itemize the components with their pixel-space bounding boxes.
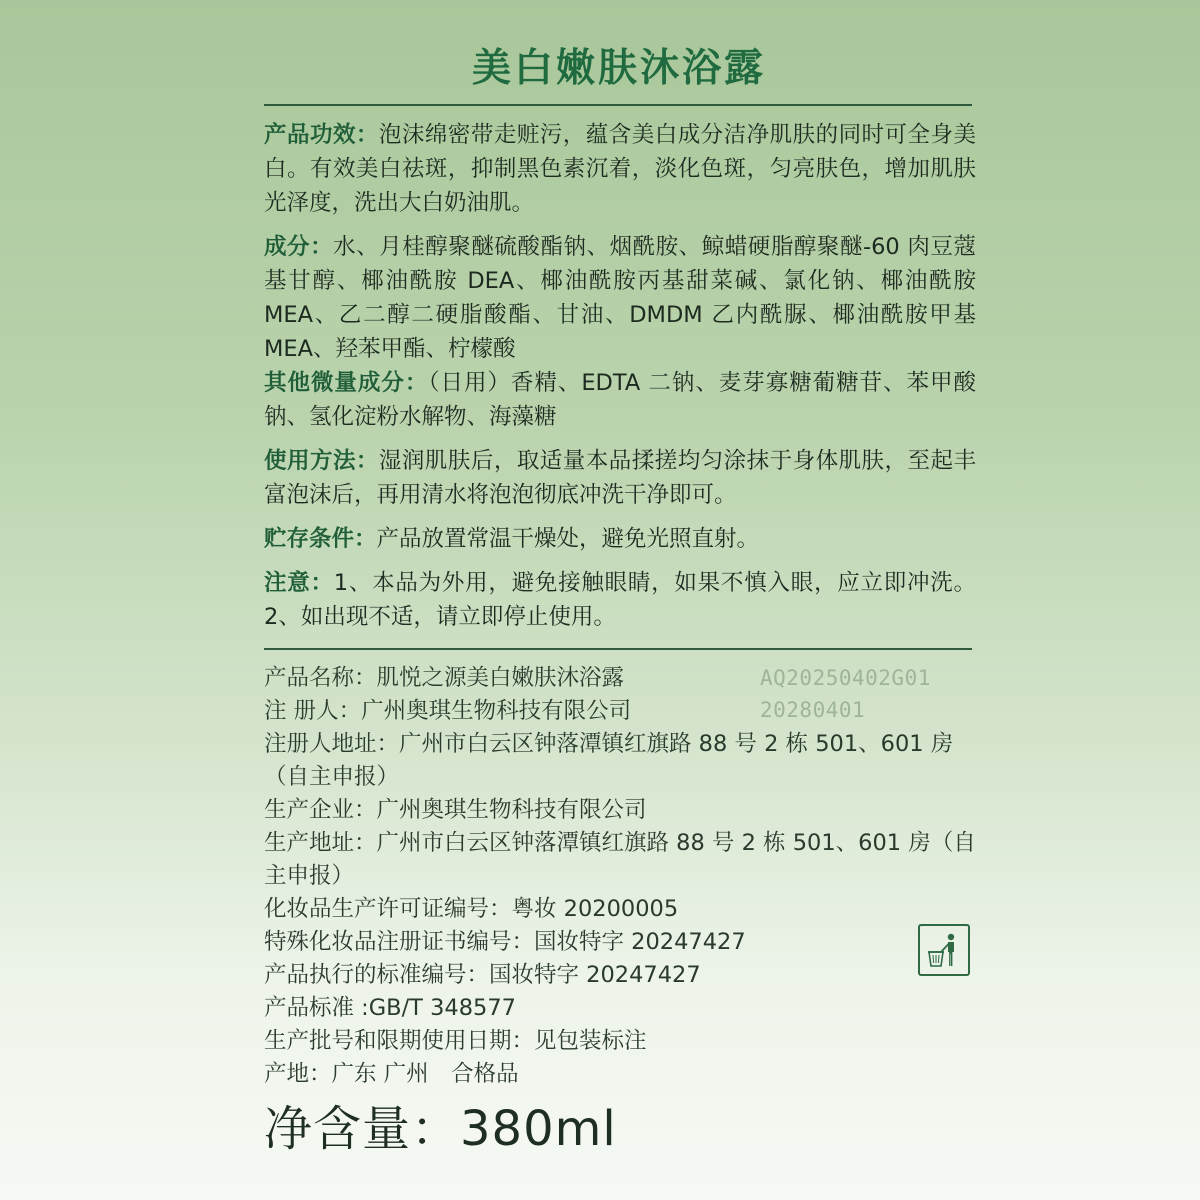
efficacy-label: 产品功效： [264,122,379,148]
ingredients-text: 水、月桂醇聚醚硫酸酯钠、烟酰胺、鲸蜡硬脂醇聚醚-60 肉豆蔻基甘醇、椰油酰胺 DEA、椰油酰胺丙基甜菜碱、氯化钠、椰油酰胺 MEA、乙二醇二硬脂酸酯、甘油、DMDM 乙内酰脲、椰油酰胺甲基 MEA、羟苯甲酯、柠檬酸 [264,234,976,362]
product-title: 美白嫩肤沐浴露 [471,46,766,91]
ingredients-paragraph [264,230,976,366]
caution-label: 注意： [264,570,334,596]
trace-ingredients-label: 其他微量成分： [264,370,429,396]
registrant-address-line: 注册人地址：广州市白云区钟落潭镇红旗路 88 号 2 栋 501、601 房（自主申报） [264,731,954,790]
caution-text: 1、本品为外用，避免接触眼睛，如果不慎入眼，应立即冲洗。2、如出现不适，请立即停止使用。 [264,570,976,630]
usage-label: 使用方法： [264,448,379,474]
efficacy-text: 泡沫绵密带走赃污，蕴含美白成分洁净肌肤的同时可全身美白。有效美白祛斑，抑制黑色素沉着，淡化色斑，匀亮肤色，增加肌肤光泽度，洗出大白奶油肌。 [264,122,976,216]
product-label [264,0,974,1200]
registrant-line: 注 册人：广州奥琪生物科技有限公司 [264,698,632,724]
origin-line: 产地：广东 广州 合格品 [264,1061,519,1087]
top-divider [264,104,972,106]
trash-bin-disposal-icon [918,924,970,976]
trace-ingredients-text: （日用）香精、EDTA 二钠、麦芽寡糖葡糖苷、苯甲酸钠、氢化淀粉水解物、海藻糖 [264,370,976,430]
usage-text: 湿润肌肤后，取适量本品揉搓均匀涂抹于身体肌肤，至起丰富泡沫后，再用清水将泡泡彻底冲洗干净即可。 [264,448,976,508]
product-name-line: 产品名称：肌悦之源美白嫩肤沐浴露 [264,665,625,691]
trace-ingredients-paragraph [264,366,976,434]
production-address-line: 生产地址：广州市白云区钟落潭镇红旗路 88 号 2 栋 501、601 房（自主申报） [264,830,976,889]
storage-label: 贮存条件： [264,526,377,552]
production-license-line: 化妆品生产许可证编号：粤妆 20200005 [264,896,679,922]
batch-code: AQ20250402G01 [760,666,931,690]
storage-paragraph [264,522,976,556]
usage-paragraph [264,444,976,512]
product-standard-line: 产品标准 :GB/T 348577 [264,995,516,1021]
expiry-code: 20280401 [760,698,866,722]
storage-text: 产品放置常温干燥处，避免光照直射。 [376,526,760,552]
batch-expiry-line: 生产批号和限期使用日期：见包装标注 [264,1028,647,1054]
efficacy-paragraph [264,118,976,220]
product-info-block [264,662,976,1091]
middle-divider [264,648,972,650]
manufacturer-line: 生产企业：广州奥琪生物科技有限公司 [264,797,647,823]
ingredients-label: 成分： [264,234,334,260]
trash-bin-svg [920,926,968,974]
printed-codes [760,662,931,726]
net-content: 净含量：380ml [264,1101,617,1157]
standard-number-line: 产品执行的标准编号：国妆特字 20247427 [264,962,701,988]
description-block [264,118,976,634]
caution-paragraph [264,566,976,634]
special-certificate-line: 特殊化妆品注册证书编号：国妆特字 20247427 [264,929,746,955]
